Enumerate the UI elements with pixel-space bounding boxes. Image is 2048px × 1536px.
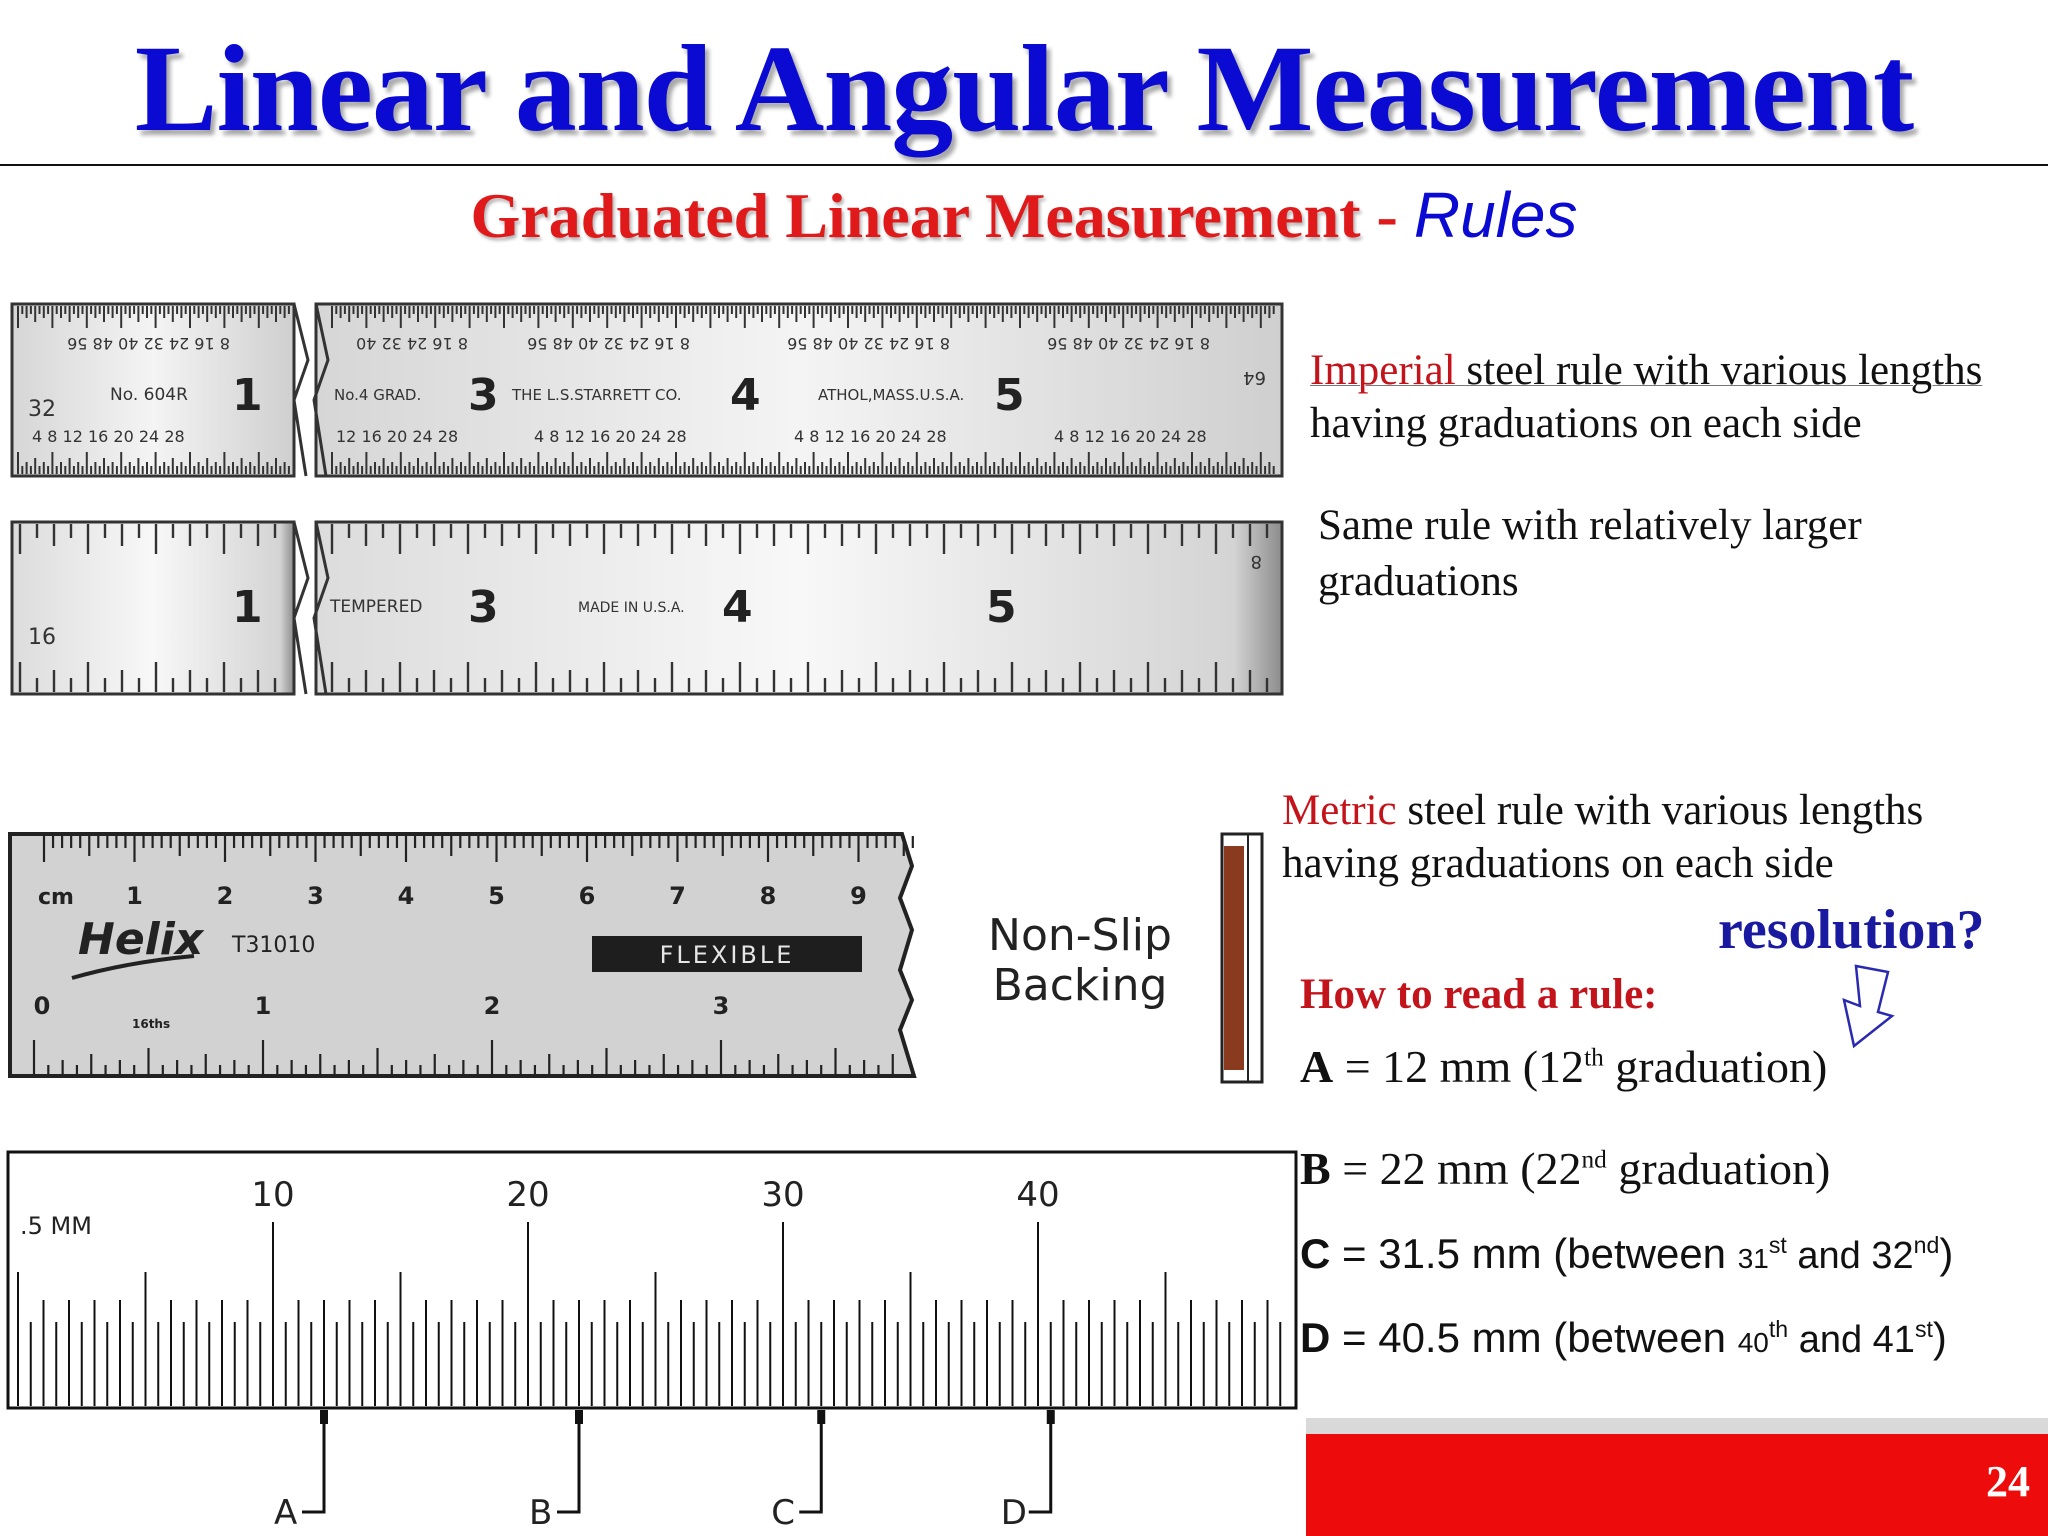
large-digit-5: 5 [986, 582, 1017, 633]
reading-b-letter: B [1300, 1143, 1331, 1194]
large-digit-4: 4 [722, 582, 753, 633]
large-made-in: MADE IN U.S.A. [578, 600, 685, 616]
metric-caption [1282, 784, 1923, 890]
page-number: 24 [1986, 1457, 2030, 1506]
marker-letter: C [771, 1493, 795, 1533]
reading-d-sup1: th [1768, 1316, 1789, 1342]
mm-scale-label: .5 MM [20, 1212, 92, 1240]
metric-caption-line2: having graduations on each side [1282, 840, 1834, 887]
same-rule-caption [1318, 498, 1862, 610]
imp-bottom-nums-2: 12 16 20 24 28 [336, 427, 459, 446]
reading-d [1300, 1314, 1947, 1362]
marker-leader-line [302, 1410, 324, 1512]
helix-inch-number: 1 [254, 992, 272, 1020]
imp-bottom-nums-5: 4 8 12 16 20 24 28 [1054, 427, 1207, 446]
metric-line1-rest: steel rule with various lengths [1396, 787, 1924, 834]
reading-c-letter: C [1300, 1230, 1331, 1277]
helix-inch-number: 2 [483, 992, 501, 1020]
imperial-line1-rest: steel rule with various lengths [1455, 347, 1983, 394]
reading-c [1300, 1230, 1953, 1278]
helix-inch-number: 0 [33, 992, 51, 1020]
marker-letter: D [1000, 1493, 1027, 1533]
imp-grad: No.4 GRAD. [334, 386, 422, 404]
helix-sixteenths: 16ths [132, 1017, 171, 1031]
helix-rule-image [8, 830, 920, 1080]
imp-place: ATHOL,MASS.U.S.A. [818, 386, 965, 404]
imp-digit-5: 5 [994, 370, 1025, 421]
imp-model: No. 604R [110, 385, 188, 405]
footer-gray-bar [1306, 1418, 2048, 1434]
resolution-question: resolution? [1718, 899, 1985, 961]
helix-cm-number: 7 [669, 882, 686, 910]
slide-title: Linear and Angular Measurement [134, 20, 1914, 157]
reading-a-letter: A [1300, 1041, 1334, 1092]
imperial-caption [1310, 344, 1982, 450]
imp-top-nums-3: 8 16 24 32 40 48 56 [527, 334, 690, 353]
imp-top-nums-4: 8 16 24 32 40 48 56 [787, 334, 950, 353]
non-slip-label [980, 900, 1180, 1040]
reading-d-sup2: st [1914, 1316, 1933, 1342]
marker-letter: A [274, 1493, 298, 1533]
imp-digit-4: 4 [730, 370, 761, 421]
mm-scale-number: 20 [506, 1175, 550, 1215]
reading-c-mid: and 32 [1786, 1235, 1914, 1277]
reading-b-sup: nd [1581, 1145, 1607, 1174]
helix-cm-number: 6 [578, 882, 596, 910]
mm-scale-number: 40 [1016, 1175, 1060, 1215]
slide-subtitle [0, 178, 2048, 253]
reading-c-sup1: st [1768, 1232, 1787, 1258]
helix-cm-number: 3 [307, 882, 324, 910]
imp-digit-1: 1 [232, 370, 263, 421]
helix-brand: Helix [78, 914, 204, 965]
reading-b-text: = 22 mm (22 [1330, 1143, 1582, 1194]
large-tempered: TEMPERED [330, 597, 423, 617]
reading-d-tail: ) [1932, 1314, 1947, 1361]
helix-cm-number: 1 [126, 882, 143, 910]
reading-b-tail: graduation) [1606, 1143, 1831, 1194]
imp-bottom-nums-1: 4 8 12 16 20 24 28 [32, 427, 185, 446]
subtitle-main: Graduated Linear Measurement [470, 180, 1361, 251]
reading-a-tail: graduation) [1603, 1041, 1828, 1092]
imp-digit-3: 3 [468, 370, 499, 421]
marker-leader-line [799, 1410, 821, 1512]
large-rule-image [10, 518, 1286, 698]
reading-d-mid: and 41 [1788, 1319, 1915, 1361]
reading-a [1300, 1040, 1827, 1093]
how-to-read-heading: How to read a rule: [1300, 971, 1658, 1018]
reading-c-tail: ) [1939, 1230, 1954, 1277]
imp-end-mark: 64 [1243, 367, 1266, 388]
imperial-word: Imperial [1310, 347, 1456, 394]
down-arrow-icon [1826, 962, 1896, 1052]
marker-leader-line [1029, 1410, 1051, 1512]
reading-c-sup2: nd [1913, 1232, 1940, 1258]
imp-maker: THE L.S.STARRETT CO. [512, 386, 682, 404]
helix-cm-number: 5 [488, 882, 505, 910]
reading-d-text: = 40.5 mm (between [1330, 1314, 1738, 1361]
imperial-rule-image [10, 300, 1286, 480]
non-slip-line2: Backing [992, 960, 1168, 1011]
marker-letter: B [529, 1493, 553, 1533]
large-end-mark: 8 [1250, 551, 1262, 572]
imp-top-nums-2: 8 16 24 32 40 [356, 334, 468, 353]
helix-cm-number: 4 [397, 882, 415, 910]
reading-c-num1: 31 [1737, 1243, 1769, 1274]
reading-a-text: = 12 mm (12 [1333, 1041, 1585, 1092]
reading-a-sup: th [1584, 1043, 1604, 1072]
imperial-caption-line1 [1310, 344, 1982, 397]
reading-d-num1: 40 [1737, 1327, 1769, 1358]
imp-top-nums-5: 8 16 24 32 40 48 56 [1047, 334, 1210, 353]
non-slip-line1: Non-Slip [988, 910, 1172, 961]
helix-cm-label: cm [38, 885, 74, 910]
reading-b [1300, 1142, 1830, 1195]
mm-scale-number: 10 [251, 1175, 295, 1215]
title-divider [0, 164, 2048, 166]
large-digit-3: 3 [468, 582, 499, 633]
reading-d-letter: D [1300, 1314, 1331, 1361]
metric-caption-line1 [1282, 784, 1923, 837]
reading-c-text: = 31.5 mm (between [1330, 1230, 1738, 1277]
subtitle-dash: - [1360, 180, 1414, 251]
same-caption-line2: graduations [1318, 558, 1519, 605]
helix-flexible: FLEXIBLE [659, 941, 795, 969]
large-side-mark: 16 [28, 625, 56, 650]
imp-bottom-nums-3: 4 8 12 16 20 24 28 [534, 427, 687, 446]
imp-top-nums-1: 8 16 24 32 40 48 56 [67, 334, 230, 353]
helix-cm-number: 8 [759, 882, 777, 910]
mm-scale-number: 30 [761, 1175, 805, 1215]
helix-inch-number: 3 [712, 992, 730, 1020]
helix-cm-number: 9 [850, 882, 867, 910]
subtitle-italic: Rules [1413, 179, 1578, 251]
footer-red-bar [1306, 1434, 2048, 1536]
rule-edge-profile [1218, 832, 1268, 1084]
mm-scale-image [6, 1148, 1306, 1536]
imp-side-mark: 32 [28, 397, 56, 422]
imperial-caption-line2: having graduations on each side [1310, 400, 1862, 447]
metric-word: Metric [1282, 787, 1397, 834]
marker-leader-line [557, 1410, 579, 1512]
same-caption-line1: Same rule with relatively larger [1318, 502, 1862, 549]
helix-model: T31010 [232, 933, 316, 958]
helix-cm-number: 2 [216, 882, 234, 910]
imp-bottom-nums-4: 4 8 12 16 20 24 28 [794, 427, 947, 446]
large-digit-1: 1 [232, 582, 263, 633]
